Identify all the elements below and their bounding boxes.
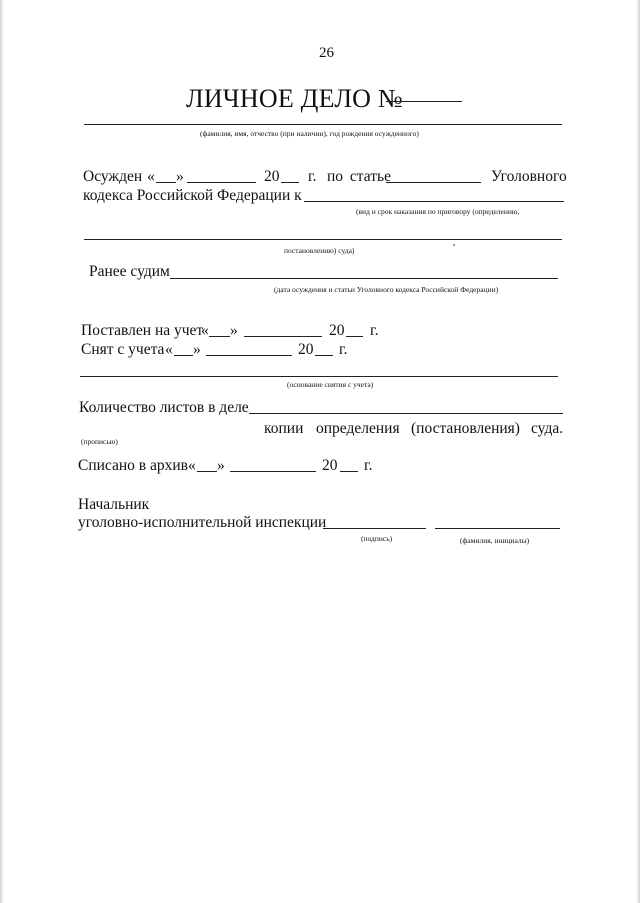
hint-signature: (подпись) — [361, 534, 393, 543]
sheets-court: суда. — [531, 420, 564, 437]
registered-year-line — [346, 336, 363, 337]
registered-year-suffix: г. — [370, 322, 379, 339]
archive-year-line — [340, 471, 358, 472]
previous-label: Ранее судим — [89, 263, 170, 280]
head-name-line — [435, 528, 560, 529]
registered-year-prefix: 20 — [329, 322, 345, 339]
sheets-line — [249, 413, 563, 414]
hint-sentence-1: (вид и срок наказания по приговору (определению, — [356, 207, 520, 216]
removed-quote-open: « — [165, 341, 173, 358]
convicted-sentence-line — [304, 201, 564, 202]
convicted-month-line — [187, 182, 256, 183]
archive-day-line — [197, 471, 217, 472]
registered-quote-close: » — [230, 322, 238, 339]
page-title: ЛИЧНОЕ ДЕЛО № — [186, 84, 403, 113]
convicted-quote-close: » — [176, 168, 184, 185]
case-number-line — [386, 101, 462, 102]
convicted-day-line — [156, 182, 176, 183]
convicted-year-prefix: 20 — [264, 168, 280, 185]
removed-label: Снят с учета — [81, 341, 165, 358]
removed-quote-close: » — [193, 341, 201, 358]
convicted-sentence-line-2 — [84, 239, 562, 240]
person-line — [84, 124, 562, 125]
sheets-resolution: (постановления) — [411, 420, 520, 437]
archive-year-prefix: 20 — [322, 457, 338, 474]
hint-previous: (дата осуждения и статьи Уголовного кодекса Российской Федерации) — [274, 285, 499, 294]
scan-edge-left — [0, 0, 4, 903]
convicted-criminal: Уголовного — [491, 168, 567, 185]
registered-month-line — [244, 336, 322, 337]
archive-year-suffix: г. — [364, 457, 373, 474]
removed-year-line — [315, 355, 333, 356]
scan-edge-right — [636, 0, 640, 903]
head-title: Начальник — [78, 496, 150, 513]
sheets-definition: определения — [316, 420, 400, 437]
page-number: 26 — [319, 45, 334, 61]
convicted-article-line — [386, 182, 481, 183]
convicted-by-article: по статье — [327, 168, 391, 185]
head-signature-line — [323, 528, 426, 529]
hint-sentence-2: постановлению) суда) — [284, 246, 355, 255]
hint-person: (фамилия, имя, отчество (при наличии), год рождения осужденного) — [200, 129, 419, 138]
removed-day-line — [174, 355, 193, 356]
convicted-code-line: кодекса Российской Федерации к — [83, 187, 302, 204]
convicted-year-line — [281, 182, 299, 183]
removed-reason-line — [80, 376, 558, 377]
hint-name: (фамилия, инициалы) — [460, 536, 530, 545]
hint-removed: (основание снятия с учета) — [287, 380, 374, 389]
hint-sheets: (прописью) — [81, 437, 118, 446]
scan-speck — [453, 244, 455, 246]
registered-quote-open: « — [201, 322, 209, 339]
head-inspection: уголовно-исполнительной инспекции — [78, 514, 327, 531]
removed-year-prefix: 20 — [298, 341, 314, 358]
convicted-year-suffix: г. — [308, 168, 317, 185]
archive-quote-open: « — [188, 457, 196, 474]
previous-line — [170, 278, 558, 279]
archive-quote-close: » — [217, 457, 225, 474]
sheets-copies: копии — [264, 420, 304, 437]
removed-year-suffix: г. — [339, 341, 348, 358]
sheets-label: Количество листов в деле — [79, 399, 249, 416]
registered-day-line — [209, 336, 230, 337]
convicted-quote-open: « — [147, 168, 155, 185]
archive-month-line — [230, 471, 316, 472]
removed-month-line — [206, 355, 292, 356]
registered-label: Поставлен на учет — [81, 322, 204, 339]
convicted-label: Осужден — [83, 168, 143, 185]
archive-label: Списано в архив — [78, 457, 188, 474]
